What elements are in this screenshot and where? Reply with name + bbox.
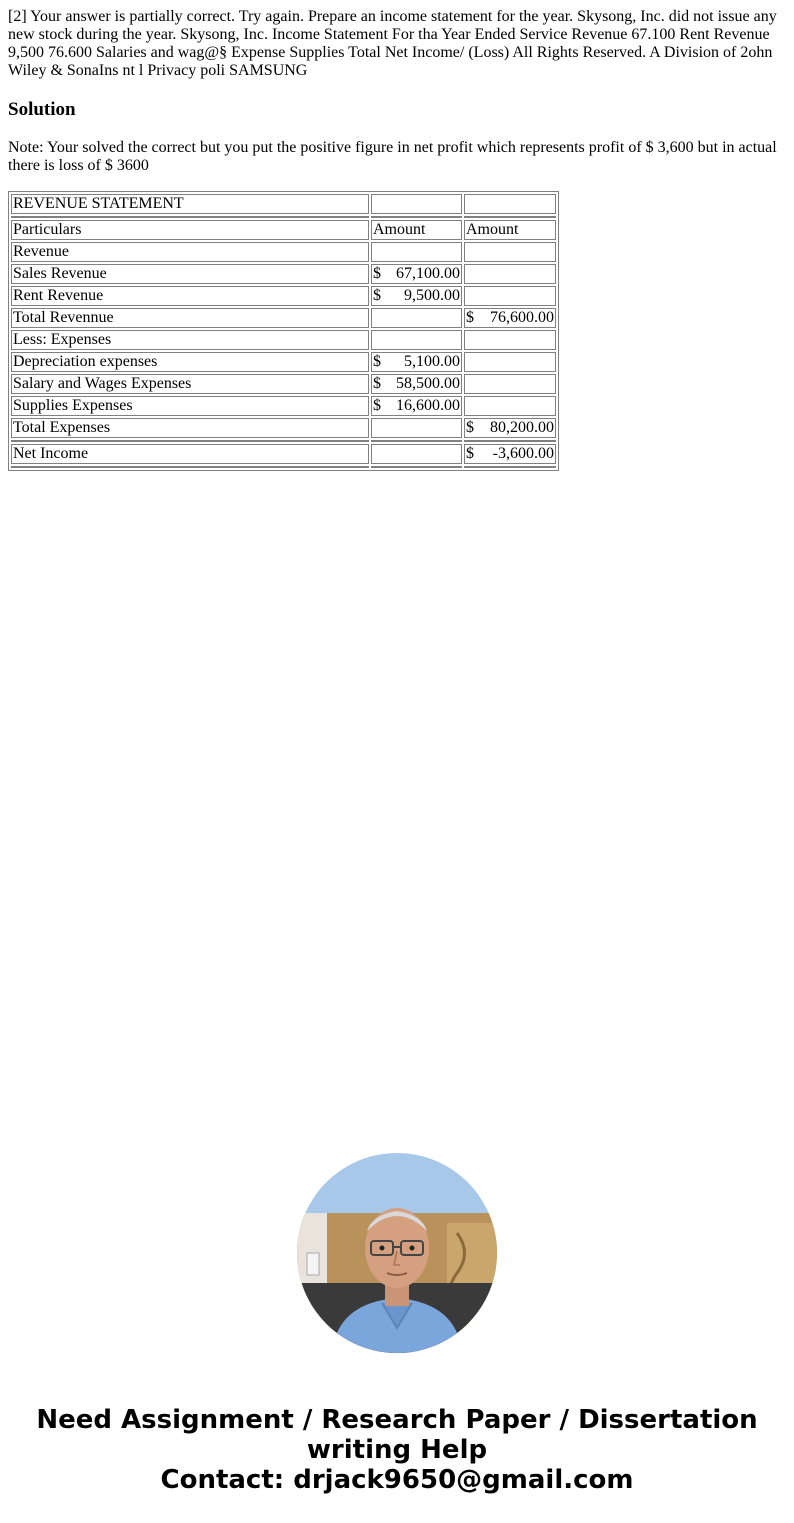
row-label: Supplies Expenses [11,396,369,416]
promo-line-1: Need Assignment / Research Paper / Dissertation [36,1405,758,1435]
amount-value: 9,500.00 [404,287,460,304]
table-row [11,264,556,284]
table-cell-empty [371,330,462,350]
header-amount-2: Amount [464,220,556,240]
currency-symbol: $ [466,309,474,326]
row-label: Depreciation expenses [11,352,369,372]
table-cell-empty [464,374,556,394]
table-row [11,396,556,416]
table-cell-empty [371,242,462,262]
table-cell-empty [464,242,556,262]
currency-symbol: $ [373,287,381,304]
table-divider-row [11,440,556,442]
table-cell-empty [464,286,556,306]
row-label: Sales Revenue [11,264,369,284]
amount-cell [464,418,556,438]
table-cell-empty [464,330,556,350]
table-header-row [11,220,556,240]
table-cell-empty [464,352,556,372]
row-label: Net Income [11,444,369,464]
promo-contact: Contact: drjack9650@gmail.com [160,1465,634,1495]
table-row [11,308,556,328]
amount-cell [371,396,462,416]
net-income-row [11,444,556,464]
amount-value: -3,600.00 [492,445,554,462]
currency-symbol: $ [466,445,474,462]
row-label: Revenue [11,242,369,262]
table-row [11,242,556,262]
promo-banner [0,1405,794,1495]
table-row [11,418,556,438]
table-cell-empty [371,418,462,438]
amount-cell [371,374,462,394]
table-row [11,374,556,394]
author-avatar [297,1153,497,1353]
amount-value: 16,600.00 [396,397,460,414]
amount-value: 58,500.00 [396,375,460,392]
table-row [11,286,556,306]
amount-cell [371,286,462,306]
table-cell-empty [464,396,556,416]
header-amount-1: Amount [371,220,462,240]
person-photo-icon [297,1153,497,1353]
currency-symbol: $ [373,353,381,370]
currency-symbol: $ [373,265,381,282]
question-text: [2] Your answer is partially correct. Try again. Prepare an income statement for the year. Skysong, Inc. did not issue any new stock during the year. Skysong, Inc. Income Statement For tha Year Ended Service Revenue 67.100 Rent Revenue 9,500 76.600 Salaries and wag@§ Expense Supplies Total Net Income/ (Loss) All Rights Reserved. A Division of 2ohn Wiley & SonaIns nt l Privacy poli SAMSUNG [8,8,777,79]
table-divider-row [11,466,556,468]
amount-cell [464,444,556,464]
table-cell-empty [464,194,556,214]
statement-title: REVENUE STATEMENT [11,194,369,214]
row-label: Less: Expenses [11,330,369,350]
table-cell-empty [371,308,462,328]
page-content [0,0,794,471]
currency-symbol: $ [373,397,381,414]
header-particulars: Particulars [11,220,369,240]
row-label: Rent Revenue [11,286,369,306]
table-row [11,352,556,372]
amount-cell [371,264,462,284]
amount-value: 5,100.00 [404,353,460,370]
table-divider-row [11,216,556,218]
amount-value: 76,600.00 [490,309,554,326]
solution-heading: Solution [8,99,76,120]
promo-line-2: writing Help [306,1435,488,1465]
row-label: Total Revennue [11,308,369,328]
row-label: Total Expenses [11,418,369,438]
table-cell-empty [371,194,462,214]
row-label: Salary and Wages Expenses [11,374,369,394]
revenue-statement-table [8,191,559,471]
table-row [11,330,556,350]
table-title-row [11,194,556,214]
solution-note: Note: Your solved the correct but you put the positive figure in net profit which represents profit of $ 3,600 but in actual there is loss of $ 3600 [8,139,777,174]
amount-cell [464,308,556,328]
amount-value: 67,100.00 [396,265,460,282]
amount-value: 80,200.00 [490,419,554,436]
table-cell-empty [464,264,556,284]
currency-symbol: $ [373,375,381,392]
amount-cell [371,352,462,372]
table-cell-empty [371,444,462,464]
currency-symbol: $ [466,419,474,436]
